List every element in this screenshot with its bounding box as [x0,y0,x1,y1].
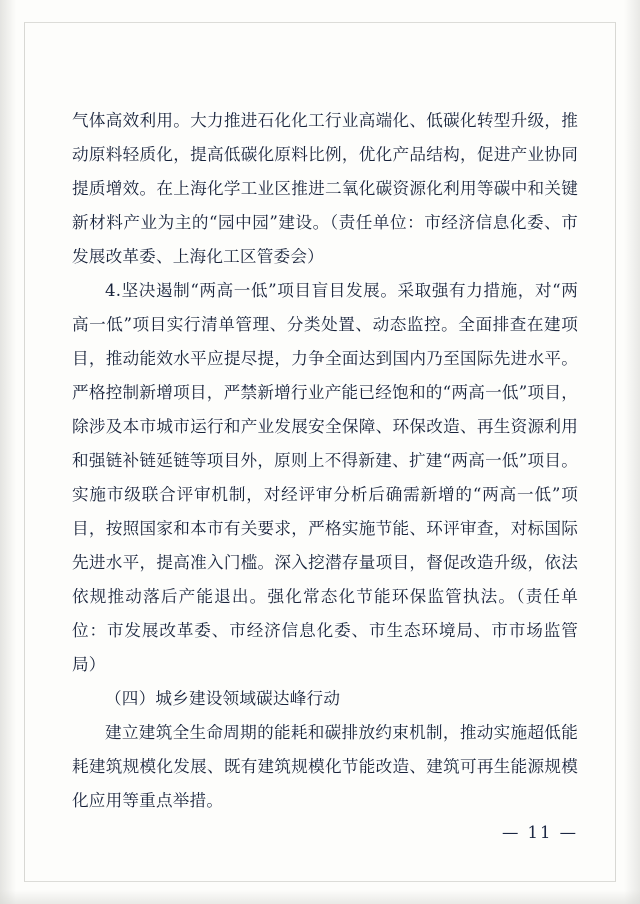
page-number: — 11 — [501,823,578,842]
paragraph-item-4: 4.坚决遏制“两高一低”项目盲目发展。采取强有力措施，对“两高一低”项目实行清单管理、分类处置、动态监控。全面排查在建项目，推动能效水平应提尽提，力争全面达到国内乃至国际先进水平。严格控制新增项目，严禁新增行业产能已经饱和的“两高一低”项目，除涉及本市城市运行和产业发展安全保障、环保改造、再生资源利用和强链补链延链等项目外，原则上不得新建、扩建“两高一低”项目。实施市级联合评审机制，对经评审分析后确需新增的“两高一低”项目，按照国家和本市有关要求，严格实施节能、环评审查，对标国际先进水平，提高准入门槛。深入挖潜存量项目，督促改造升级，依法依规推动落后产能退出。强化常态化节能环保监管执法。（责任单位：市发展改革委、市经济信息化委、市生态环境局、市市场监管局） [72,281,578,674]
paragraph-continued: 气体高效利用。大力推进石化化工行业高端化、低碳化转型升级，推动原料轻质化，提高低碳化原料比例，优化产品结构，促进产业协同提质增效。在上海化学工业区推进二氧化碳资源化利用等碳中和关键新材料产业为主的“园中园”建设。（责任单位：市经济信息化委、市发展改革委、上海化工区管委会） [72,111,578,266]
page-body-text [72,104,578,818]
page-edge-shadow-left [0,0,16,904]
page-edge-shadow-right [624,0,640,904]
page-edge-shadow-bottom [0,890,640,904]
paragraph-section-four-body: 建立建筑全生命周期的能耗和碳排放约束机制，推动实施超低能耗建筑规模化发展、既有建筑规模化节能改造、建筑可再生能源规模化应用等重点举措。 [72,723,578,810]
section-heading-four: （四）城乡建设领域碳达峰行动 [105,689,341,708]
